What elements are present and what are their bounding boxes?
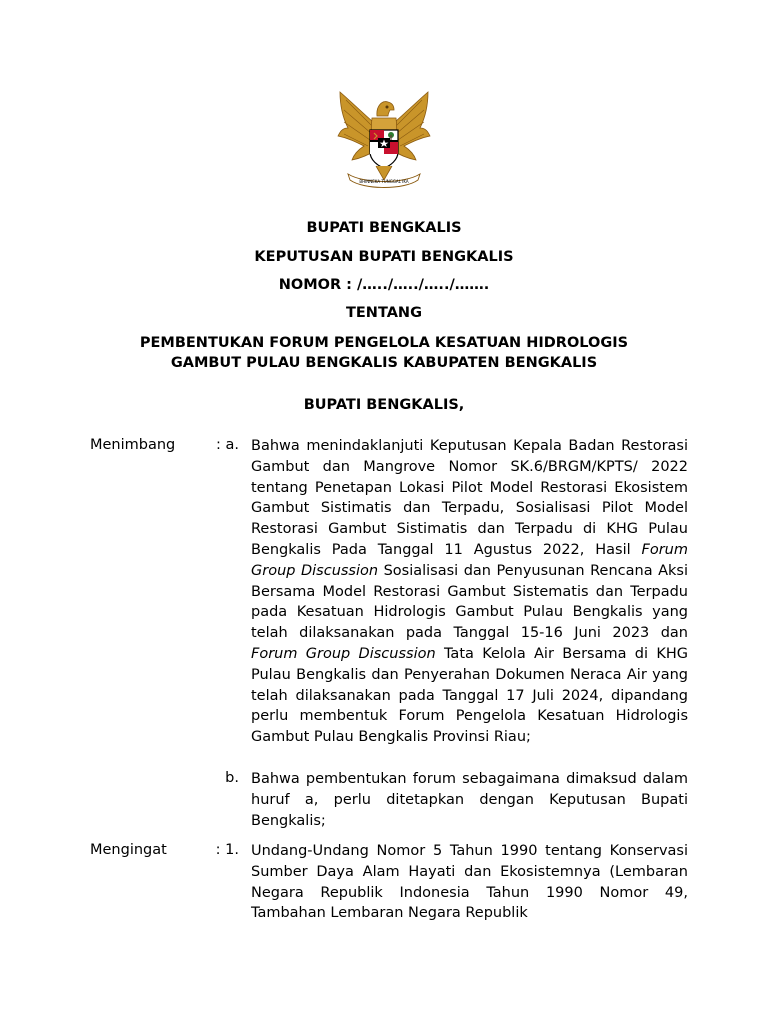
- issuer-heading: BUPATI BENGKALIS: [306, 220, 462, 236]
- item-marker: b.: [225, 770, 239, 786]
- subject-line-2: GAMBUT PULAU BENGKALIS KABUPATEN BENGKALIS: [170, 355, 598, 371]
- consideration-a-italic: Forum Group Discussion: [251, 541, 688, 579]
- svg-text:BHINNEKA TUNGGAL IKA: BHINNEKA TUNGGAL IKA: [359, 179, 409, 184]
- decree-number: NOMOR : /…../…../…../…….: [278, 277, 490, 293]
- mengingat-label: Mengingat: [90, 842, 167, 858]
- consideration-a-italic: Forum Group Discussion: [251, 645, 436, 662]
- consideration-b: Bahwa pembentukan forum sebagaimana dimaksud dalam huruf a, perlu ditetapkan dengan Keputusan Bupati Bengkalis;: [251, 771, 688, 829]
- decree-title: KEPUTUSAN BUPATI BENGKALIS: [254, 249, 514, 265]
- item-marker: : 1.: [215, 842, 239, 858]
- legal-basis-1: Undang-Undang Nomor 5 Tahun 1990 tentang Konservasi Sumber Daya Alam Hayati dan Ekosistemnya (Lembaran Negara Republik Indonesia Tahun 1990 Nomor 49, Tambahan Lembaran Negara Republik: [251, 843, 688, 922]
- item-marker: : a.: [216, 437, 239, 453]
- consideration-a-text: Sosialisasi dan Penyusunan Rencana Aksi Bersama Model Restorasi Gambut Sistematis dan Terpadu pada Kesatuan Hidrologis Gambut Pulau Bengkalis yang telah dilaksanakan pada Tanggal 15-16 Juni 2023 dan: [251, 562, 688, 642]
- menimbang-label: Menimbang: [90, 437, 176, 453]
- consideration-a-text: Tata Kelola Air Bersama di KHG Pulau Bengkalis dan Penyerahan Dokumen Neraca Air yang telah dilaksanakan pada Tanggal 17 Juli 2024, dipandang perlu membentuk Forum Pengelola Kesatuan Hidrologis Gambut Pulau Bengkalis Provinsi Riau;: [251, 645, 688, 746]
- consideration-a-text: Bahwa menindaklanjuti Keputusan Kepala Badan Restorasi Gambut dan Mangrove Nomor SK.6/BRGM/KPTS/ 2022 tentang Penetapan Lokasi Pilot Model Restorasi Ekosistem Gambut Sistimatis dan Terpadu, Sosialisasi Pilot Model Restorasi Gambut Sistimatis dan Terpadu di KHG Pulau Bengkalis Pada Tanggal 11 Agustus 2022, Hasil: [251, 438, 688, 558]
- about-heading: TENTANG: [346, 305, 422, 321]
- consideration-a: [251, 436, 688, 748]
- garuda-pancasila-icon: [334, 88, 434, 192]
- subject-line-1: PEMBENTUKAN FORUM PENGELOLA KESATUAN HIDROLOGIS: [139, 335, 629, 351]
- authority-heading: BUPATI BENGKALIS,: [303, 397, 465, 413]
